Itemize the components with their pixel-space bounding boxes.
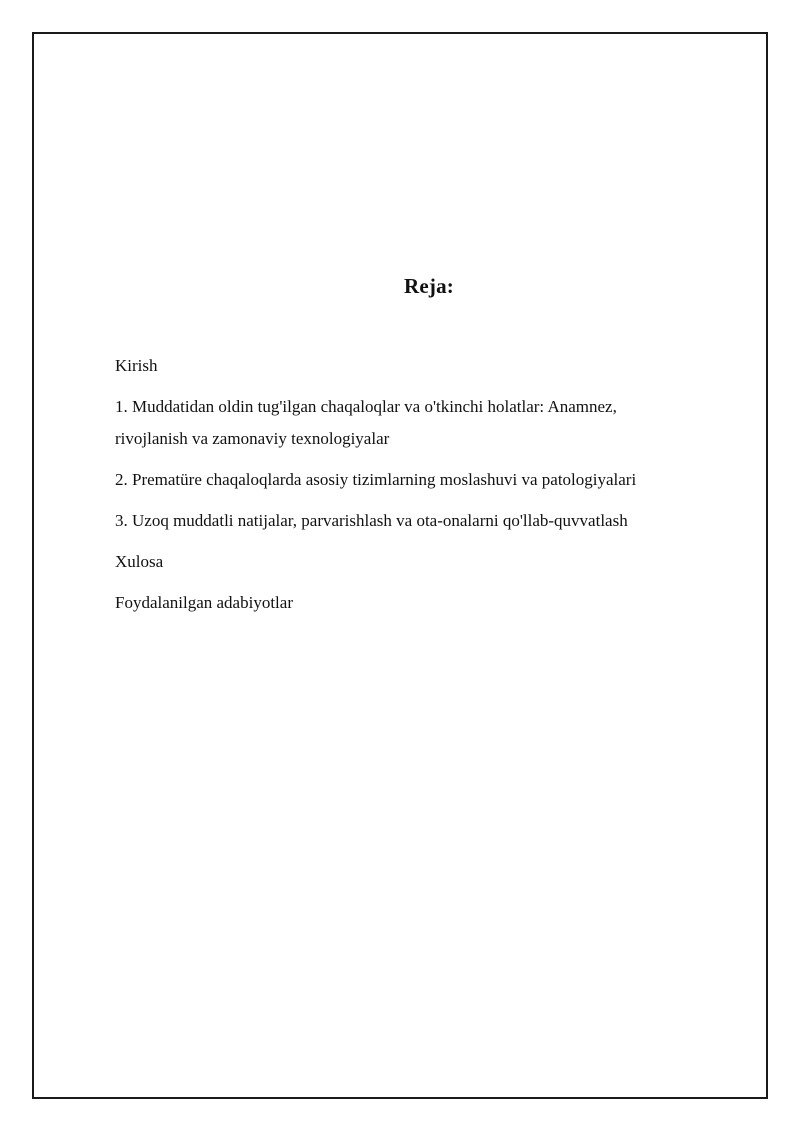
- plan-item-line: Kirish: [115, 356, 158, 375]
- plan-item-chapter-2: [115, 464, 715, 496]
- plan-item-line: Xulosa: [115, 552, 164, 571]
- plan-item-conclusion: [115, 546, 715, 578]
- plan-item-chapter-1: [115, 391, 715, 455]
- plan-list: [115, 350, 715, 628]
- plan-item-line: 3. Uzoq muddatli natijalar, parvarishlash va ota-onalarni qo'llab-quvvatlash: [115, 511, 628, 530]
- plan-item-references: [115, 587, 715, 619]
- plan-item-introduction: [115, 350, 715, 382]
- plan-item-line: Foydalanilgan adabiyotlar: [115, 593, 293, 612]
- page-title: Reja:: [404, 274, 454, 298]
- plan-item-chapter-3: [115, 505, 715, 537]
- plan-item-line: 2. Prematüre chaqaloqlarda asosiy tizimlarning moslashuvi va patologiyalari: [115, 470, 637, 489]
- plan-item-line: 1. Muddatidan oldin tug'ilgan chaqaloqlar va o'tkinchi holatlar: Anamnez,: [115, 397, 617, 416]
- plan-item-line: rivojlanish va zamonaviy texnologiyalar: [115, 429, 390, 448]
